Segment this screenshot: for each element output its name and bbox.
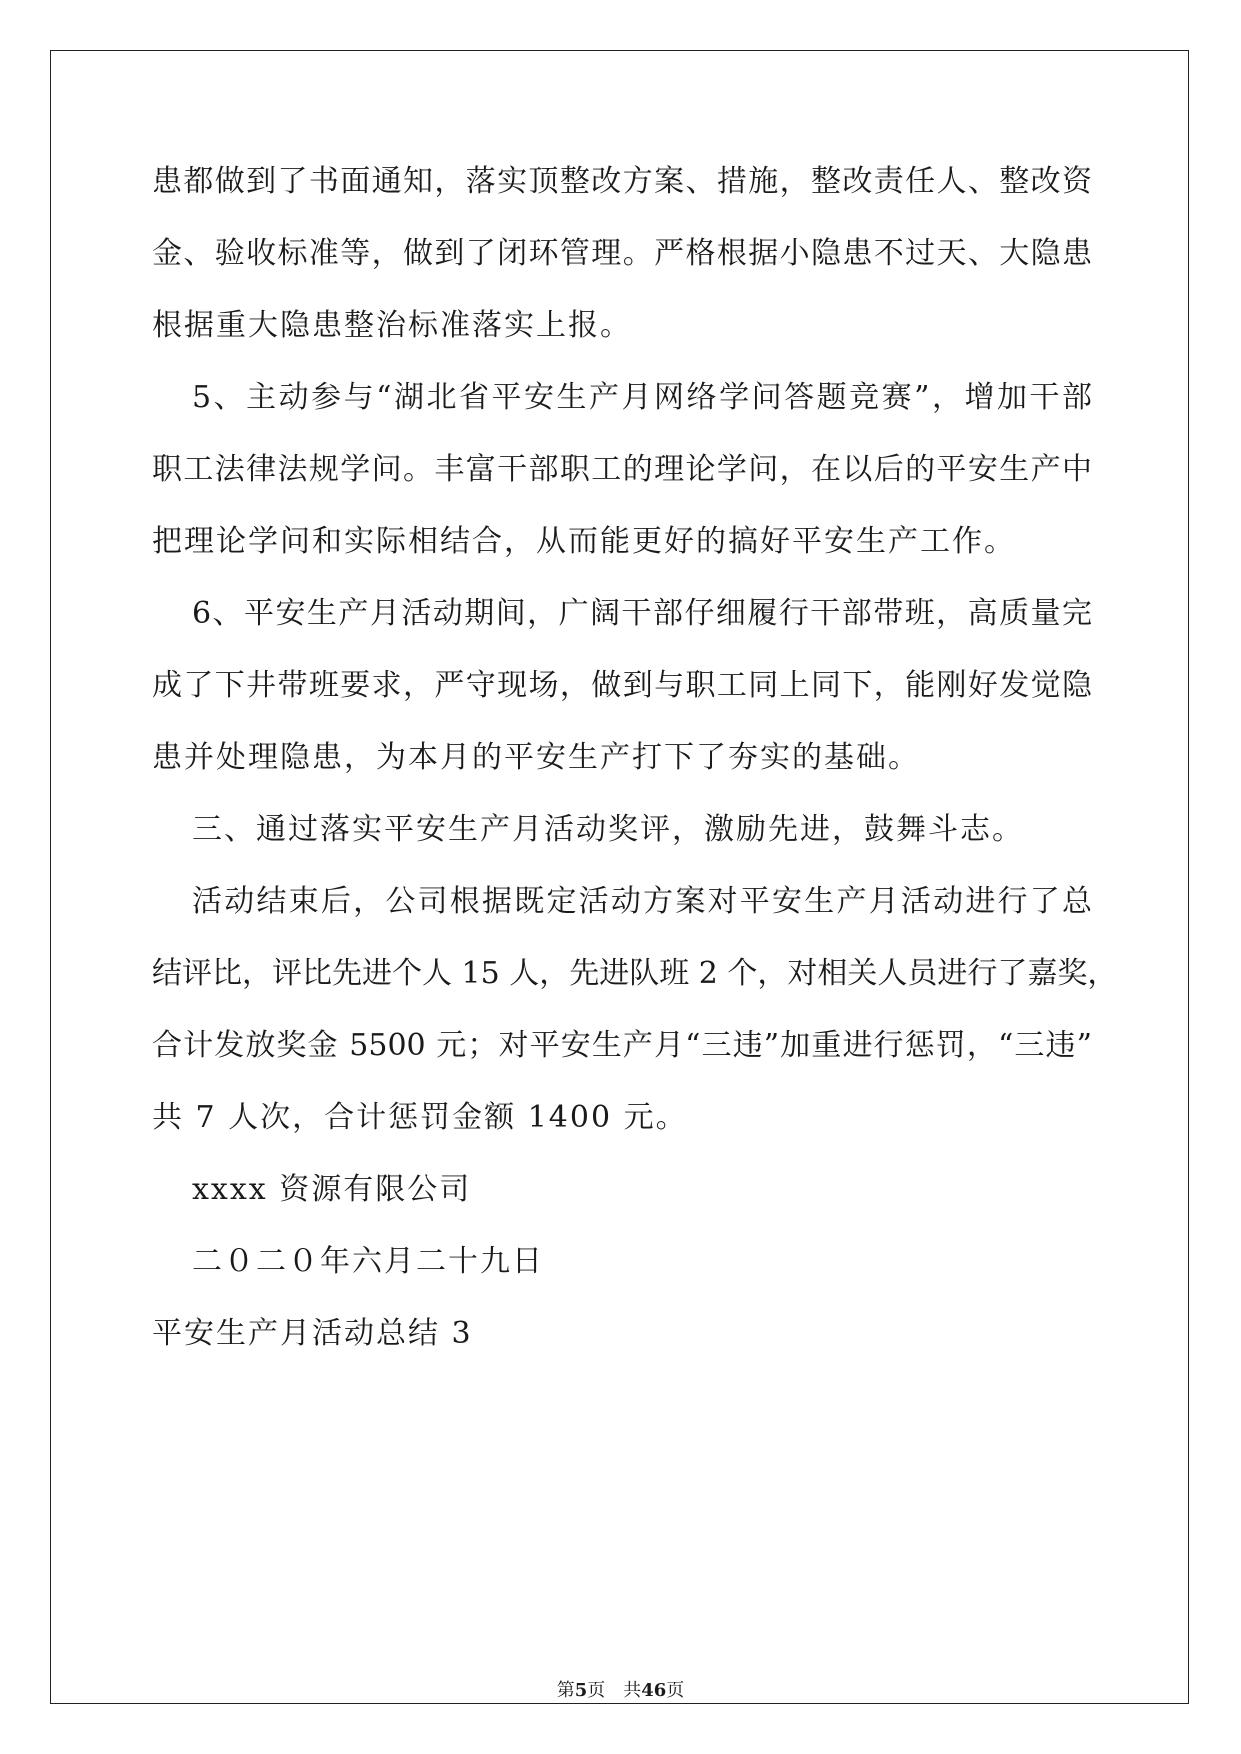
page-footer <box>0 1676 1241 1702</box>
paragraph-6-first-line: 6、平安生产月活动期间，广阔干部仔细履行干部带班，高质量完 <box>192 596 1092 631</box>
text-line: 患都做到了书面通知，落实顶整改方案、措施，整改责任人、整改资 <box>152 164 1092 199</box>
summary-paragraph-first-line: 活动结束后，公司根据既定活动方案对平安生产月活动进行了总 <box>192 884 1092 919</box>
footer-prefix: 第 <box>556 1680 575 1701</box>
text-line: 结评比，评比先进个人 15 人，先进队班 2 个，对相关人员进行了嘉奖， <box>152 956 1118 991</box>
text-line: 职工法律法规学问。丰富干部职工的理论学问，在以后的平安生产中 <box>152 452 1092 487</box>
text-line: 成了下井带班要求，严守现场，做到与职工同上同下，能刚好发觉隐 <box>152 668 1092 703</box>
text-line: 把理论学问和实际相结合，从而能更好的搞好平安生产工作。 <box>152 524 1016 559</box>
footer-suffix: 页 <box>666 1680 685 1701</box>
next-section-title: 平安生产月活动总结 3 <box>152 1316 473 1351</box>
signature-date: 二０二０年六月二十九日 <box>192 1244 544 1279</box>
text-line: 根据重大隐患整治标准落实上报。 <box>152 308 632 343</box>
text-line: 金、验收标准等，做到了闭环管理。严格根据小隐患不过天、大隐患 <box>152 236 1092 271</box>
text-line: 共 7 人次，合计惩罚金额 1400 元。 <box>152 1100 688 1135</box>
paragraph-5-first-line: 5、主动参与“湖北省平安生产月网络学问答题竞赛”，增加干部 <box>192 380 1092 415</box>
text-line: 合计发放奖金 5500 元；对平安生产月“三违”加重进行惩罚，“三违” <box>152 1028 1092 1063</box>
section-heading-3: 三、通过落实平安生产月活动奖评，激励先进，鼓舞斗志。 <box>192 812 1024 847</box>
footer-middle: 页 共 <box>587 1680 642 1701</box>
page-border <box>50 50 1189 1704</box>
company-signature: xxxx 资源有限公司 <box>192 1172 472 1207</box>
total-page-count: 46 <box>641 1680 667 1701</box>
current-page-number: 5 <box>574 1680 588 1701</box>
text-line: 患并处理隐患，为本月的平安生产打下了夯实的基础。 <box>152 740 920 775</box>
